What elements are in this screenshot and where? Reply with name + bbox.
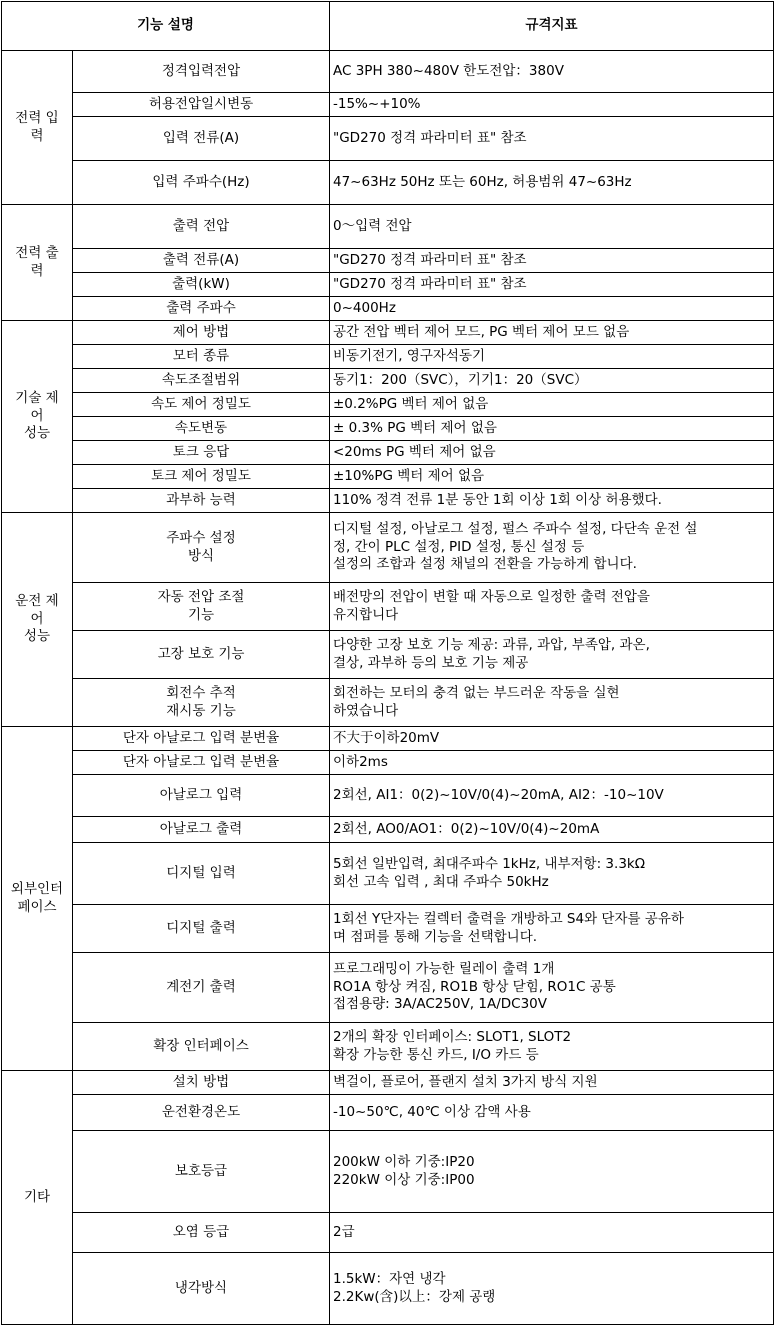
table-row <box>2 953 774 1023</box>
feature-text: 출력(kW) <box>172 275 230 292</box>
spec-cell <box>330 345 774 369</box>
spec-cell <box>330 205 774 249</box>
feature-text: 방식 <box>187 547 215 564</box>
spec-table <box>1 1 774 1325</box>
feature-cell <box>73 1071 330 1095</box>
spec-text: 동기1：200（SVC），기기1：20（SVC） <box>333 371 588 388</box>
spec-cell <box>330 679 774 727</box>
spec-text: "GD270 정격 파라미터 표" 참조 <box>333 275 527 292</box>
spec-text: 벽걸이, 플로어, 플랜지 설치 3가지 방식 지원 <box>333 1073 598 1090</box>
spec-text: <20ms PG 벡터 제어 없음 <box>333 443 496 460</box>
group-label-line: 전력 출 <box>15 244 59 261</box>
spec-text: 프로그래밍이 가능한 릴레이 출력 1개 <box>333 961 555 978</box>
spec-text: 2급 <box>333 1223 355 1240</box>
table-row <box>2 751 774 775</box>
feature-text: 입력 전류(A) <box>162 129 240 146</box>
spec-text: "GD270 정격 파라미터 표" 참조 <box>333 251 527 268</box>
table-row <box>2 369 774 393</box>
table-row <box>2 1095 774 1131</box>
spec-text: 1회선 Y단자는 컬렉터 출력을 개방하고 S4와 단자를 공유하 <box>333 910 684 927</box>
spec-text: 2회선, AO0/AO1：0(2)~10V/0(4)~20mA <box>333 820 600 837</box>
spec-text: 정, 간이 PLC 설정, PID 설정, 통신 설정 등 <box>333 538 585 555</box>
spec-text: 다양한 고장 보호 기능 제공: 과류, 과압, 부족압, 과온, <box>333 636 650 653</box>
spec-text: 220kW 이상 기중:IP00 <box>333 1171 475 1188</box>
feature-text: 계전기 출력 <box>166 978 236 995</box>
feature-cell <box>73 1023 330 1071</box>
spec-cell <box>330 583 774 631</box>
group-label-line: 기술 제 <box>15 390 59 407</box>
spec-cell <box>330 393 774 417</box>
spec-cell <box>330 727 774 751</box>
table-row <box>2 775 774 817</box>
feature-text: 출력 전류(A) <box>162 251 240 268</box>
group-label-line: 성능 <box>23 628 51 645</box>
feature-cell <box>73 1213 330 1253</box>
feature-cell <box>73 631 330 679</box>
group-label <box>2 51 73 205</box>
table-row <box>2 393 774 417</box>
group-label-line: 성능 <box>23 425 51 442</box>
feature-text: 확장 인터페이스 <box>153 1037 249 1054</box>
group-label-line: 운전 제 <box>15 593 59 610</box>
table-row <box>2 273 774 297</box>
spec-text: 설정의 조합과 설정 채널의 전환을 가능하게 합니다. <box>333 556 637 573</box>
feature-cell <box>73 117 330 161</box>
table-row <box>2 905 774 953</box>
feature-text: 아날로그 출력 <box>159 820 243 837</box>
feature-cell <box>73 273 330 297</box>
feature-text: 과부하 능력 <box>166 491 236 508</box>
feature-cell <box>73 51 330 93</box>
spec-body <box>2 51 774 1325</box>
feature-text: 고장 보호 기능 <box>157 645 245 662</box>
table-row <box>2 345 774 369</box>
spec-text: 47~63Hz 50Hz 또는 60Hz, 허용범위 47~63Hz <box>333 173 632 190</box>
feature-text: 주파수 설정 <box>166 529 236 546</box>
spec-text: 1.5kW：자연 냉각 <box>333 1270 446 1287</box>
table-row <box>2 93 774 117</box>
feature-text: 디지털 입력 <box>166 864 236 881</box>
spec-cell <box>330 489 774 513</box>
group-label <box>2 1071 73 1325</box>
feature-text: 회전수 추적 <box>166 684 236 701</box>
spec-text: 배전망의 전압이 변할 때 자동으로 일정한 출력 전압을 <box>333 588 650 605</box>
header-spec: 규격지표 <box>330 2 774 51</box>
spec-text: -15%~+10% <box>333 95 421 112</box>
header-row <box>2 2 774 51</box>
feature-cell <box>73 205 330 249</box>
spec-cell <box>330 1095 774 1131</box>
group-label-line: 어 <box>30 610 44 627</box>
feature-text: 단자 아날로그 입력 분변율 <box>122 729 280 746</box>
spec-cell <box>330 631 774 679</box>
feature-text: 토크 응답 <box>172 443 230 460</box>
table-row <box>2 117 774 161</box>
spec-cell <box>330 51 774 93</box>
spec-text: ± 0.3% PG 벡터 제어 없음 <box>333 419 497 436</box>
spec-cell <box>330 273 774 297</box>
group-label-line: 기타 <box>23 1188 51 1205</box>
feature-text: 입력 주파수(Hz) <box>152 173 250 190</box>
feature-cell <box>73 93 330 117</box>
spec-text: 0～입력 전압 <box>333 217 412 234</box>
table-row <box>2 465 774 489</box>
group-label <box>2 727 73 1071</box>
spec-text: 며 점퍼를 통해 기능을 선택합니다. <box>333 928 538 945</box>
table-row <box>2 205 774 249</box>
spec-cell <box>330 417 774 441</box>
spec-text: 200kW 이하 기중:IP20 <box>333 1153 475 1170</box>
feature-text: 출력 전압 <box>172 217 230 234</box>
feature-text: 출력 주파수 <box>166 299 236 316</box>
feature-cell <box>73 1131 330 1213</box>
table-row <box>2 513 774 583</box>
spec-cell <box>330 297 774 321</box>
spec-text: ±0.2%PG 벡터 제어 없음 <box>333 395 489 412</box>
feature-text: 자동 전압 조절 <box>157 588 245 605</box>
spec-text: 110% 정격 전류 1분 동안 1회 이상 1회 이상 허용했다. <box>333 491 662 508</box>
feature-text: 설치 방법 <box>172 1073 230 1090</box>
table-row <box>2 843 774 905</box>
feature-text: 기능 <box>187 606 215 623</box>
spec-cell <box>330 321 774 345</box>
table-row <box>2 727 774 751</box>
table-row <box>2 321 774 345</box>
spec-cell <box>330 1213 774 1253</box>
group-label-line: 전력 입 <box>15 109 59 126</box>
spec-text: 하였습니다 <box>333 702 399 719</box>
table-row <box>2 161 774 205</box>
spec-text: 접점용량: 3A/AC250V, 1A/DC30V <box>333 996 547 1013</box>
table-row <box>2 1253 774 1325</box>
feature-cell <box>73 161 330 205</box>
feature-cell <box>73 775 330 817</box>
spec-cell <box>330 161 774 205</box>
spec-cell <box>330 817 774 843</box>
spec-text: -10~50℃, 40℃ 이상 감액 사용 <box>333 1103 531 1120</box>
group-label <box>2 513 73 727</box>
feature-text: 정격입력전압 <box>161 62 241 79</box>
feature-cell <box>73 843 330 905</box>
feature-text: 허용전압일시변동 <box>148 95 254 112</box>
table-row <box>2 489 774 513</box>
feature-cell <box>73 297 330 321</box>
spec-cell <box>330 1253 774 1325</box>
table-row <box>2 1071 774 1095</box>
feature-text: 속도변동 <box>174 419 228 436</box>
feature-cell <box>73 489 330 513</box>
spec-cell <box>330 93 774 117</box>
feature-cell <box>73 679 330 727</box>
feature-cell <box>73 249 330 273</box>
spec-text: 디지털 설정, 아날로그 설정, 펄스 주파수 설정, 다단속 운전 설 <box>333 521 698 538</box>
table-row <box>2 249 774 273</box>
feature-cell <box>73 1253 330 1325</box>
group-label-line: 력 <box>30 127 44 144</box>
feature-text: 속도 제어 정밀도 <box>151 395 251 412</box>
feature-text: 토크 제어 정밀도 <box>151 467 251 484</box>
table-row <box>2 1023 774 1071</box>
spec-text: 회전하는 모터의 충격 없는 부드러운 작동을 실현 <box>333 684 620 701</box>
feature-text: 단자 아날로그 입력 분변율 <box>122 753 280 770</box>
feature-cell <box>73 369 330 393</box>
feature-cell <box>73 321 330 345</box>
table-row <box>2 679 774 727</box>
spec-cell <box>330 775 774 817</box>
spec-cell <box>330 751 774 775</box>
group-label-line: 외부인터 <box>10 880 64 897</box>
table-row <box>2 817 774 843</box>
spec-cell <box>330 1023 774 1071</box>
spec-cell <box>330 953 774 1023</box>
table-row <box>2 631 774 679</box>
feature-text: 재시동 기능 <box>166 702 236 719</box>
spec-cell <box>330 1071 774 1095</box>
header-feature: 기능 설명 <box>2 2 330 51</box>
feature-text: 디지털 출력 <box>166 919 236 936</box>
feature-text: 아날로그 입력 <box>159 786 243 803</box>
feature-text: 오염 등급 <box>172 1223 230 1240</box>
spec-cell <box>330 369 774 393</box>
feature-cell <box>73 583 330 631</box>
spec-text: 공간 전압 벡터 제어 모드, PG 벡터 제어 모드 없음 <box>333 323 630 340</box>
feature-cell <box>73 417 330 441</box>
table-row <box>2 1131 774 1213</box>
table-row <box>2 417 774 441</box>
spec-text: 2.2Kw(含)以上：강제 공랭 <box>333 1288 496 1305</box>
feature-cell <box>73 345 330 369</box>
spec-cell <box>330 441 774 465</box>
spec-cell <box>330 249 774 273</box>
spec-text: 확장 가능한 통신 카드, I/O 카드 등 <box>333 1046 539 1063</box>
spec-text: 비동기전기, 영구자석동기 <box>333 347 486 364</box>
group-label-line: 어 <box>30 407 44 424</box>
spec-text: 5회선 일반입력, 최대주파수 1kHz, 내부저항: 3.3kΩ <box>333 855 646 872</box>
spec-text: AC 3PH 380~480V 한도전압：380V <box>333 62 564 79</box>
spec-text: 2회선, AI1：0(2)~10V/0(4)~20mA, AI2：-10~10V <box>333 786 664 803</box>
spec-text: "GD270 정격 파라미터 표" 참조 <box>333 129 527 146</box>
spec-text: 결상, 과부하 등의 보호 기능 제공 <box>333 654 529 671</box>
spec-cell <box>330 1131 774 1213</box>
table-row <box>2 583 774 631</box>
table-row <box>2 51 774 93</box>
spec-cell <box>330 513 774 583</box>
spec-cell <box>330 465 774 489</box>
spec-cell <box>330 905 774 953</box>
table-row <box>2 1213 774 1253</box>
feature-cell <box>73 393 330 417</box>
spec-cell <box>330 117 774 161</box>
spec-cell <box>330 843 774 905</box>
feature-cell <box>73 751 330 775</box>
feature-cell <box>73 953 330 1023</box>
feature-cell <box>73 465 330 489</box>
feature-text: 보호등급 <box>174 1162 228 1179</box>
feature-text: 모터 종류 <box>172 347 230 364</box>
spec-text: RO1A 항상 켜짐, RO1B 항상 닫힘, RO1C 공통 <box>333 978 616 995</box>
feature-text: 속도조절범위 <box>161 371 241 388</box>
feature-cell <box>73 905 330 953</box>
feature-cell <box>73 1095 330 1131</box>
group-label <box>2 205 73 321</box>
group-label-line: 력 <box>30 262 44 279</box>
feature-cell <box>73 817 330 843</box>
spec-text: 不大于이하20mV <box>333 729 440 746</box>
spec-text: ±10%PG 벡터 제어 없음 <box>333 467 485 484</box>
table-row <box>2 441 774 465</box>
spec-text: 0~400Hz <box>333 299 396 316</box>
spec-text: 이하2ms <box>333 753 388 770</box>
feature-cell <box>73 727 330 751</box>
feature-cell <box>73 441 330 465</box>
spec-text: 유지합니다 <box>333 606 399 623</box>
feature-text: 제어 방법 <box>172 323 230 340</box>
spec-text: 2개의 확장 인터페이스: SLOT1, SLOT2 <box>333 1028 572 1045</box>
feature-text: 운전환경온도 <box>161 1103 241 1120</box>
group-label-line: 페이스 <box>17 898 57 915</box>
feature-text: 냉각방식 <box>174 1279 228 1296</box>
feature-cell <box>73 513 330 583</box>
group-label <box>2 321 73 513</box>
table-row <box>2 297 774 321</box>
spec-text: 회선 고속 입력 , 최대 주파수 50kHz <box>333 873 549 890</box>
